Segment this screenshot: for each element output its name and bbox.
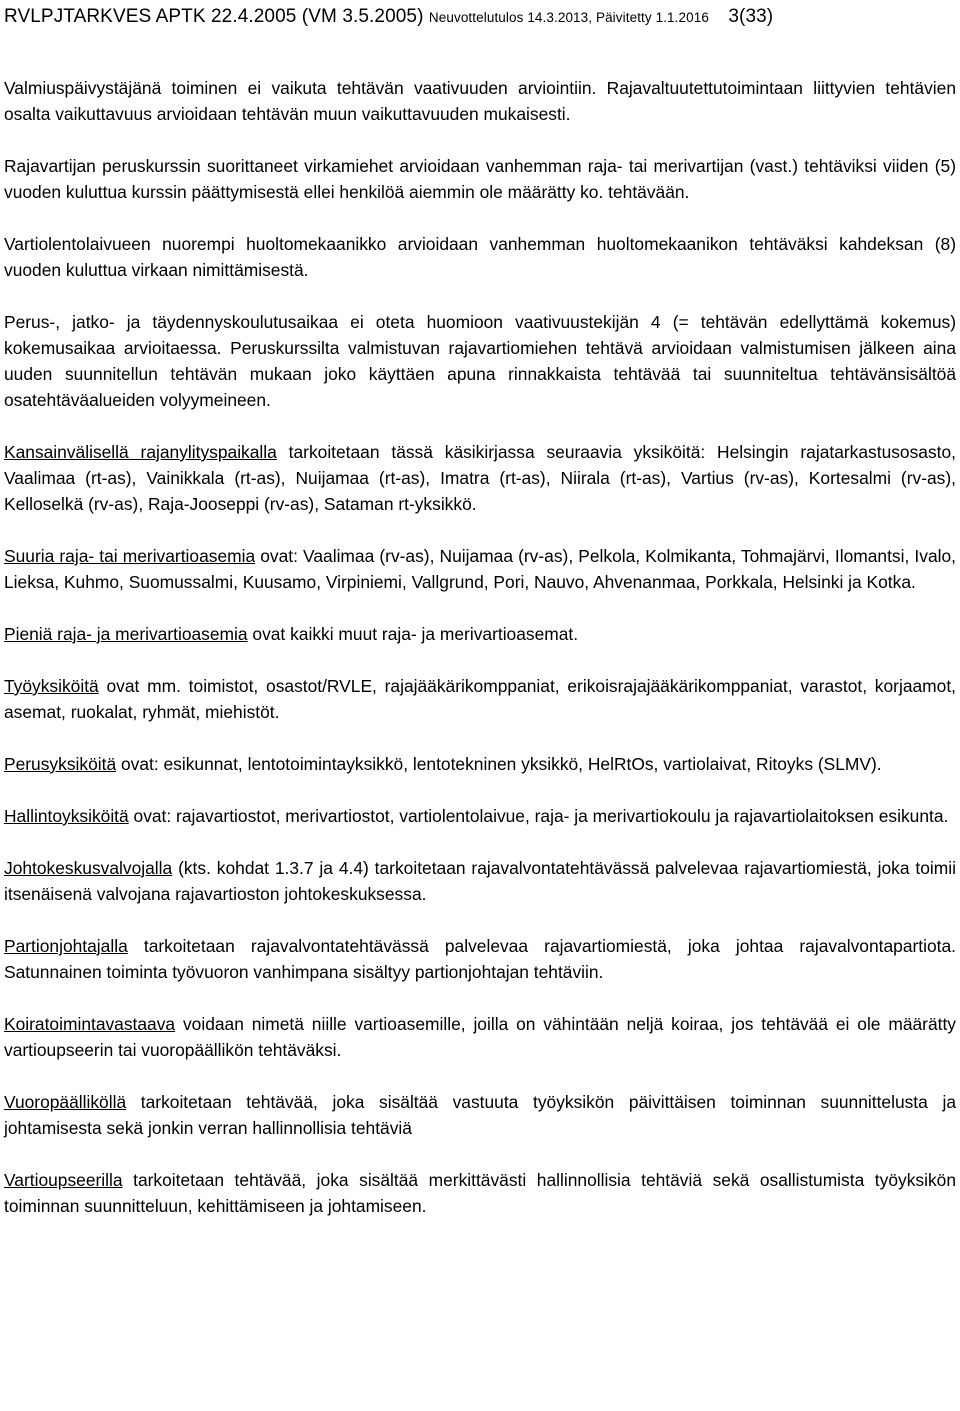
document-page bbox=[4, 0, 956, 1245]
definition-text: tarkoitetaan tehtävää, joka sisältää vastuuta työyksikön päivittäisen toiminnan suunnittelusta ja johtamisesta sekä jonkin verran hallinnollisia tehtäviä bbox=[4, 1092, 956, 1138]
paragraph bbox=[4, 75, 956, 127]
defined-term: Vartioupseerilla bbox=[4, 1170, 123, 1190]
paragraph-text: Valmiuspäivystäjänä toiminen ei vaikuta tehtävän vaativuuden arviointiin. Rajavaltuutettutoimintaan liittyvien tehtävien osalta vaikuttavuus arvioidaan tehtävän muun vaikuttavuuden mukaisesti. bbox=[4, 78, 956, 124]
defined-term: Hallintoyksiköitä bbox=[4, 806, 129, 826]
definition-paragraph bbox=[4, 1011, 956, 1063]
definition-text: voidaan nimetä niille vartioasemille, joilla on vähintään neljä koiraa, jos tehtävää ei ole määrätty vartioupseerin tai vuoropäällikön tehtäväksi. bbox=[4, 1014, 956, 1060]
definition-text: (kts. kohdat 1.3.7 ja 4.4) tarkoitetaan rajavalvontatehtävässä palvelevaa rajavartiomiestä, joka toimii itsenäisenä valvojana rajavartioston johtokeskuksessa. bbox=[4, 858, 956, 904]
paragraph bbox=[4, 231, 956, 283]
definition-paragraph bbox=[4, 543, 956, 595]
defined-term: Vuoropäälliköllä bbox=[4, 1092, 127, 1112]
defined-term: Kansainvälisellä rajanylityspaikalla bbox=[4, 442, 277, 462]
paragraph-text: Vartiolentolaivueen nuorempi huoltomekaanikko arvioidaan vanhemman huoltomekaanikon tehtäväksi kahdeksan (8) vuoden kuluttua virkaan nimittämisestä. bbox=[4, 234, 956, 280]
header-meta: Neuvottelutulos 14.3.2013, Päivitetty 1.1.2016 bbox=[428, 10, 709, 25]
definition-text: ovat: rajavartiostot, merivartiostot, vartiolentolaivue, raja- ja merivartiokoulu ja rajavartiolaitoksen esikunta. bbox=[128, 806, 949, 826]
page-header bbox=[4, 6, 956, 29]
definition-text: ovat kaikki muut raja- ja merivartioasemat. bbox=[247, 624, 579, 644]
definition-paragraph bbox=[4, 933, 956, 985]
definition-text: tarkoitetaan tehtävää, joka sisältää merkittävästi hallinnollisia tehtäviä sekä osallistumista työyksikön toiminnan suunnitteluun, kehittämiseen ja johtamiseen. bbox=[4, 1170, 956, 1216]
definition-paragraph bbox=[4, 751, 956, 777]
definition-text: ovat: Vaalimaa (rv-as), Nuijamaa (rv-as), Pelkola, Kolmikanta, Tohmajärvi, Ilomantsi, Ivalo, Lieksa, Kuhmo, Suomussalmi, Kuusamo, Virpiniemi, Vallgrund, Pori, Nauvo, Ahvenanmaa, Porkkala, Helsinki ja Kotka. bbox=[4, 546, 956, 592]
definition-paragraph bbox=[4, 439, 956, 517]
defined-term: Partionjohtajalla bbox=[4, 936, 128, 956]
definition-paragraph bbox=[4, 1167, 956, 1219]
defined-term: Suuria raja- tai merivartioasemia bbox=[4, 546, 256, 566]
defined-term: Pieniä raja- ja merivartioasemia bbox=[4, 624, 248, 644]
paragraph bbox=[4, 153, 956, 205]
definition-paragraph bbox=[4, 673, 956, 725]
defined-term: Johtokeskusvalvojalla bbox=[4, 858, 173, 878]
definition-paragraph bbox=[4, 803, 956, 829]
defined-term: Perusyksiköitä bbox=[4, 754, 117, 774]
definition-text: ovat: esikunnat, lentotoimintayksikkö, lentotekninen yksikkö, HelRtOs, vartiolaivat, Ritoyks (SLMV). bbox=[116, 754, 882, 774]
definition-paragraph bbox=[4, 1089, 956, 1141]
definition-text: tarkoitetaan rajavalvontatehtävässä palvelevaa rajavartiomiestä, joka johtaa rajavalvontapartiota. Satunnainen toiminta työvuoron vanhimpana sisältyy partionjohtajan tehtäviin. bbox=[4, 936, 956, 982]
document-body bbox=[4, 75, 956, 1219]
header-page-number: 3(33) bbox=[728, 6, 774, 27]
paragraph-text: Rajavartijan peruskurssin suorittaneet virkamiehet arvioidaan vanhemman raja- tai merivartijan (vast.) tehtäviksi viiden (5) vuoden kuluttua kurssin päättymisestä ellei henkilöä aiemmin ole määrätty ko. tehtävään. bbox=[4, 156, 956, 202]
definition-text: tarkoitetaan tässä käsikirjassa seuraavia yksiköitä: Helsingin rajatarkastusosasto, Vaalimaa (rt-as), Vainikkala (rt-as), Nuijamaa (rt-as), Imatra (rt-as), Niirala (rt-as), Vartius (rv-as), Kortesalmi (rv-as), Kelloselkä (rv-as), Raja-Jooseppi (rv-as), Sataman rt-yksikkö. bbox=[4, 442, 957, 514]
definition-text: ovat mm. toimistot, osastot/RVLE, rajajääkärikomppaniat, erikoisrajajääkärikomppaniat, varastot, korjaamot, asemat, ruokalat, ryhmät, miehistöt. bbox=[4, 676, 956, 722]
definition-paragraph bbox=[4, 621, 956, 647]
defined-term: Koiratoimintavastaava bbox=[4, 1014, 176, 1034]
definition-paragraph bbox=[4, 855, 956, 907]
paragraph-text: Perus-, jatko- ja täydennyskoulutusaikaa ei oteta huomioon vaativuustekijän 4 (= tehtävän edellyttämä kokemus) kokemusaikaa arvioitaessa. Peruskurssilta valmistuvan rajavartiomiehen tehtävä arvioidaan valmistumisen jälkeen aina uuden suunnitellun tehtävän mukaan joko käyttäen apuna rinnakkaista tehtävää tai suunniteltua tehtävänsisältöä osatehtäväalueiden volyymeineen. bbox=[4, 312, 956, 410]
header-title: RVLPJTARKVES APTK 22.4.2005 (VM 3.5.2005) bbox=[4, 6, 424, 27]
paragraph bbox=[4, 309, 956, 413]
defined-term: Työyksiköitä bbox=[4, 676, 99, 696]
